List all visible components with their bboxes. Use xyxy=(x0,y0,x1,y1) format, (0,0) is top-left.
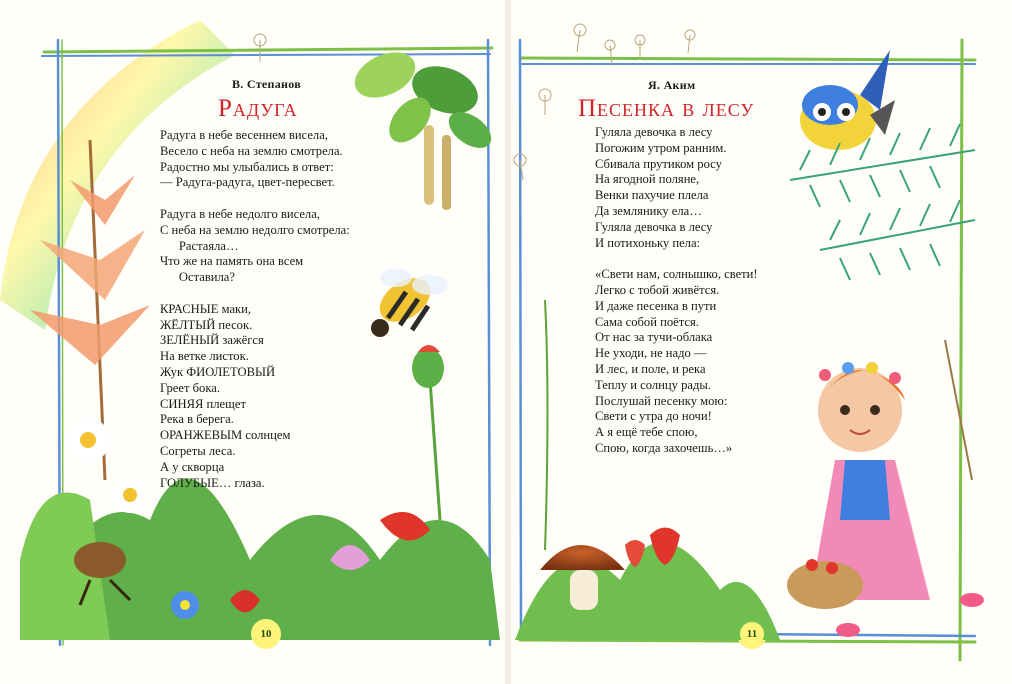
left-page-number: 10 xyxy=(254,622,278,646)
birch-leaves-illustration xyxy=(348,43,498,210)
poem-line: От нас за тучи-облака xyxy=(595,330,713,345)
right-poem xyxy=(595,125,758,457)
poem-line: Греет бока. xyxy=(160,380,220,395)
poem-line: ЗЕЛЁНЫЙ зажёгся xyxy=(160,333,264,348)
poem-line: Радостно мы улыбались в ответ: xyxy=(160,159,334,174)
poem-line: Послушай песенку мою: xyxy=(595,393,728,408)
fir-branch-illustration xyxy=(790,124,975,280)
left-author: В. Степанов xyxy=(232,77,302,91)
poem-line: Река в берега. xyxy=(160,412,234,427)
poem-line: СИНЯЯ плещет xyxy=(160,396,246,411)
poem-line: На ягодной поляне, xyxy=(595,172,700,187)
poem-line: А я ещё тебе спою, xyxy=(595,425,698,440)
poem-line: «Свети нам, солнышко, свети! xyxy=(595,267,758,282)
poem-line: ОРАНЖЕВЫМ солнцем xyxy=(160,428,291,443)
poem-line: И лес, и поле, и река xyxy=(595,361,706,376)
poem-line: Свети с утра до ночи! xyxy=(595,409,712,424)
poem-line: Жук ФИОЛЕТОВЫЙ xyxy=(160,364,276,379)
poem-line: КРАСНЫЕ маки, xyxy=(160,301,252,316)
poem-line: Что же на память она всем xyxy=(160,254,304,269)
bee-illustration xyxy=(371,269,448,337)
poem-line xyxy=(160,286,350,302)
poem-line: Теплу и солнцу рады. xyxy=(595,377,711,392)
poem-line xyxy=(595,251,758,267)
poem-line: Согреты леса. xyxy=(160,443,236,458)
poem-line: На ветке листок. xyxy=(160,349,249,364)
left-title: Радуга xyxy=(218,95,298,122)
girl-with-basket-illustration xyxy=(787,340,984,637)
right-page-number: 11 xyxy=(740,622,764,646)
poem-line: А у скворца xyxy=(160,459,225,474)
poem-line: Радуга в небе недолго висела, xyxy=(160,206,320,221)
poem-line: Весело с неба на землю смотрела. xyxy=(160,143,343,158)
gutter xyxy=(505,0,511,684)
poem-line: Радуга в небе весеннем висела, xyxy=(160,128,328,142)
poem-line: Да землянику ела… xyxy=(595,203,702,218)
poem-line: Гуляла девочка в лесу xyxy=(595,125,713,139)
poem-line xyxy=(160,191,350,207)
poem-line: И потихоньку пела: xyxy=(595,235,701,250)
poppy-bud-illustration xyxy=(412,345,444,520)
poem-line: Сама собой поётся. xyxy=(595,314,699,329)
poem-line: ЖЁЛТЫЙ песок. xyxy=(160,317,253,332)
poem-line: Венки пахучие плела xyxy=(595,188,709,203)
poem-line: И даже песенка в пути xyxy=(595,298,717,313)
poem-line: Легко с тобой живётся. xyxy=(595,282,720,297)
poem-line: Не уходи, не надо — xyxy=(595,346,707,361)
poem-line: Растаяла… xyxy=(160,238,239,253)
poem-line: С неба на землю недолго смотрела: xyxy=(160,222,350,237)
poem-line: Погожим утром ранним. xyxy=(595,140,727,155)
poem-line: — Радуга-радуга, цвет-пересвет. xyxy=(160,175,335,190)
poem-line: Гуляла девочка в лесу xyxy=(595,219,713,234)
poem-line: Спою, когда захочешь…» xyxy=(595,440,733,455)
right-author: Я. Аким xyxy=(648,78,696,92)
poem-line: Оставила? xyxy=(160,270,235,285)
left-poem xyxy=(160,128,350,491)
poem-line: ГОЛУБЫЕ… глаза. xyxy=(160,475,265,490)
right-title: Песенка в лесу xyxy=(578,95,755,122)
poem-line: Сбивала прутиком росу xyxy=(595,156,722,171)
